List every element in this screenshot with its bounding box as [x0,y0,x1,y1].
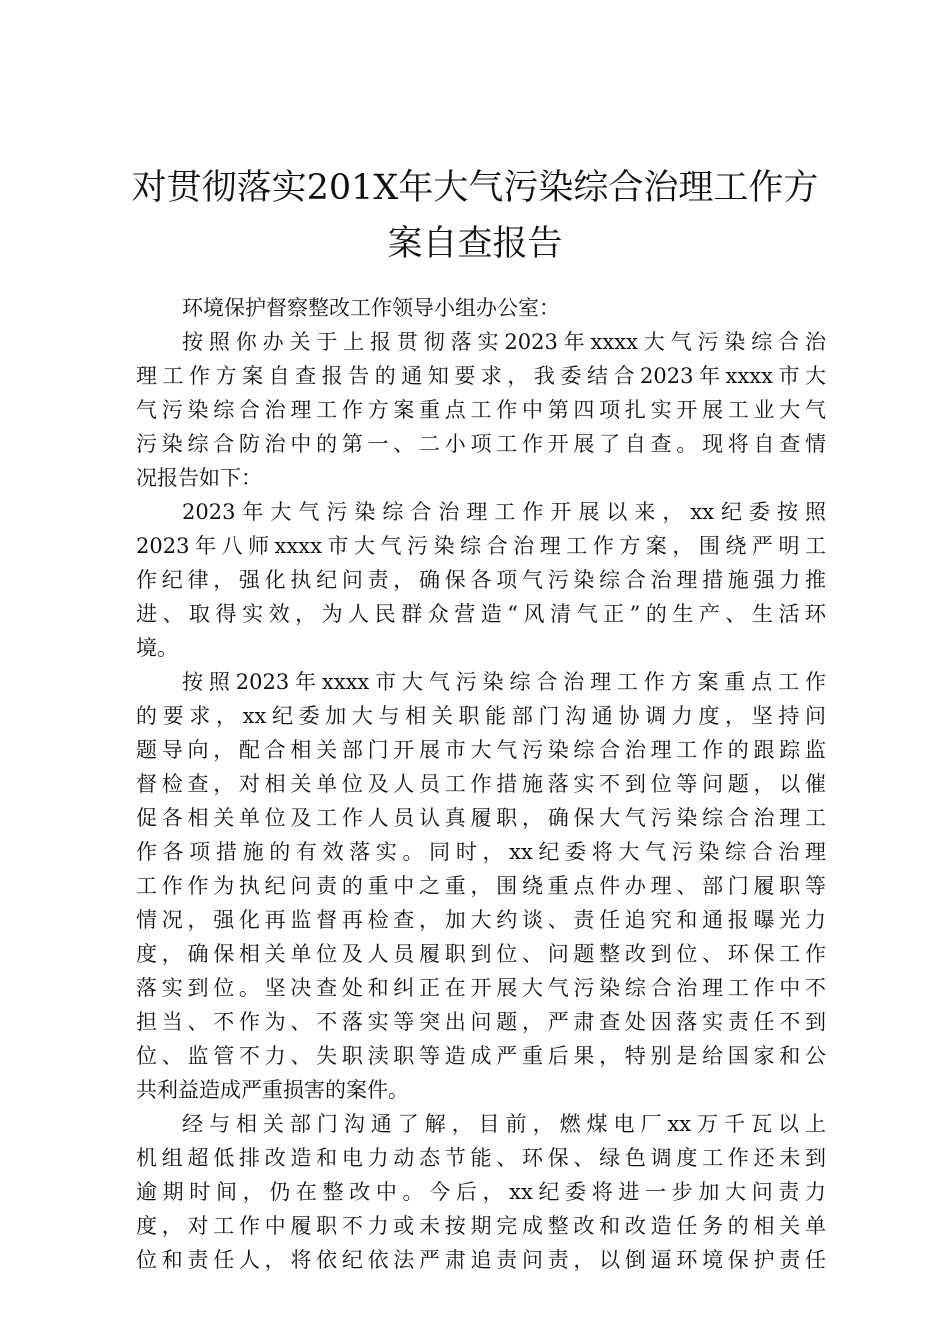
body-line: 情况，强化再监督再检查，加大约谈、责任追究和通报曝光力 [136,908,826,932]
body-line: 按照你办关于上报贯彻落实2023年xxxx大气污染综合治 [182,330,826,354]
body-line: 逾期时间，仍在整改中。今后，xx纪委将进一步加大问责力 [136,1180,826,1204]
body-line: 作纪律，强化执纪问责，确保各项气污染综合治理措施强力推 [136,568,826,592]
body-line: 工作作为执纪问责的重中之重，围绕重点件办理、部门履职等 [136,874,826,898]
body-line: 位、监管不力、失职渎职等造成严重后果，特别是给国家和公 [136,1044,826,1068]
body-line: 督检查，对相关单位及人员工作措施落实不到位等问题，以催 [136,772,826,796]
body-line: 落实到位。坚决查处和纠正在开展大气污染综合治理工作中不 [136,976,826,1000]
body-line: 度，对工作中履职不力或未按期完成整改和改造任务的相关单 [136,1214,826,1238]
body-line: 担当、不作为、不落实等突出问题，严肃查处因落实责任不到 [136,1010,826,1034]
body-line: 2023年大气污染综合治理工作开展以来，xx纪委按照 [182,500,826,524]
body-line: 况报告如下： [136,466,262,490]
body-line: 理工作方案自查报告的通知要求，我委结合2023年xxxx市大 [136,364,826,388]
body-line: 位和责任人，将依纪依法严肃追责问责，以倒逼环境保护责任 [136,1248,826,1272]
document-body [136,291,826,1277]
body-line: 促各相关单位及工作人员认真履职，确保大气污染综合治理工 [136,806,826,830]
body-line: 题导向，配合相关部门开展市大气污染综合治理工作的跟踪监 [136,738,826,762]
document-title [120,160,830,272]
body-line: 的要求，xx纪委加大与相关职能部门沟通协调力度，坚持问 [136,704,826,728]
body-line: 度，确保相关单位及人员履职到位、问题整改到位、环保工作 [136,942,826,966]
body-line: 共利益造成严重损害的案件。 [136,1078,409,1102]
body-line: 气污染综合治理工作方案重点工作中第四项扎实开展工业大气 [136,398,826,422]
title-line: 对贯彻落实201X年大气污染综合治理工作方 [131,168,819,208]
body-line: 2023年八师xxxx市大气污染综合治理工作方案，围绕严明工 [136,534,826,558]
body-line: 环境保护督察整改工作领导小组办公室： [182,296,560,320]
body-line: 机组超低排改造和电力动态节能、环保、绿色调度工作还未到 [136,1146,826,1170]
body-line: 经与相关部门沟通了解，目前，燃煤电厂xx万千瓦以上 [182,1112,826,1136]
body-line: 进、取得实效，为人民群众营造“风清气正”的生产、生活环 [136,602,826,626]
body-line: 污染综合防治中的第一、二小项工作开展了自查。现将自查情 [136,432,826,456]
body-line: 境。 [136,636,178,660]
title-line: 案自查报告 [387,224,563,264]
body-line: 按照2023年xxxx市大气污染综合治理工作方案重点工作 [182,670,826,694]
body-line: 作各项措施的有效落实。同时，xx纪委将大气污染综合治理 [136,840,826,864]
